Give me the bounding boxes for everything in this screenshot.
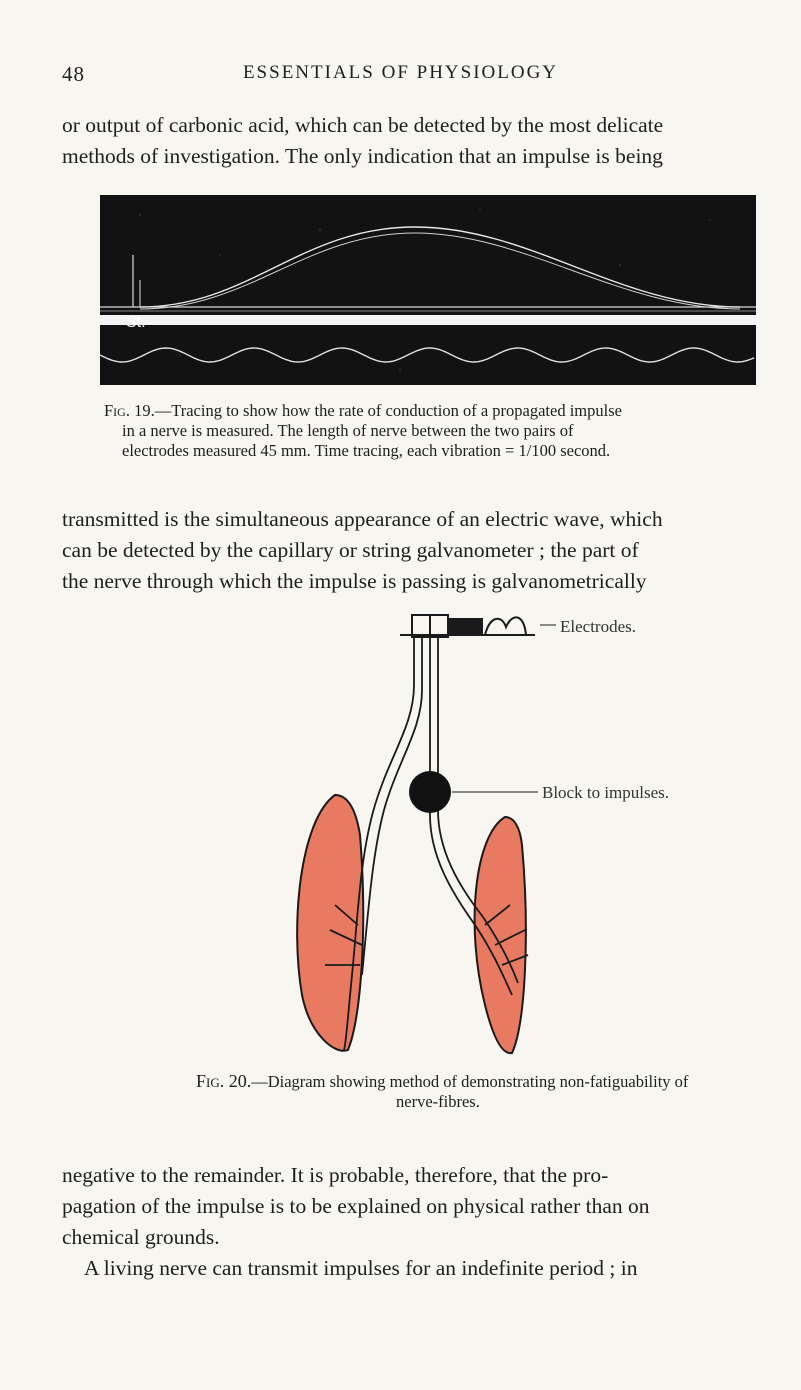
label-electrodes: Electrodes.	[560, 617, 636, 636]
figure-19-caption-line-3: electrodes measured 45 mm. Time tracing, each vibration = 1/100 second.	[122, 441, 611, 460]
running-title: ESSENTIALS OF PHYSIOLOGY	[242, 62, 559, 83]
paragraph-1	[62, 110, 762, 172]
figure-19-caption-line-2: in a nerve is measured. The length of nerve between the two pairs of	[122, 421, 574, 440]
figure-19-label: Fig. 19.	[104, 401, 155, 420]
electrode-3	[448, 619, 482, 633]
page-header	[0, 62, 801, 92]
figure-20-label: Fig. 20.	[196, 1071, 252, 1091]
paragraph-2	[62, 504, 762, 597]
figure-19-tracing	[100, 195, 756, 385]
figure-20-caption-line-2: nerve-fibres.	[396, 1092, 480, 1111]
electrodes-block	[400, 615, 535, 637]
trace-label-st: St.	[126, 314, 146, 331]
paragraph-1-line-1: or output of carbonic acid, which can be detected by the most delicate	[62, 113, 664, 137]
figure-19-caption-line-1: —Tracing to show how the rate of conduction of a propagated impulse	[154, 401, 622, 420]
paragraph-1-line-2: methods of investigation. The only indication that an impulse is being	[62, 144, 663, 168]
tracing-background	[100, 195, 756, 385]
figure-19-caption	[104, 401, 764, 461]
label-block: Block to impulses.	[542, 783, 670, 802]
nerve-left-inner	[362, 637, 422, 975]
electrode-2	[430, 615, 448, 637]
paragraph-2-line-3: the nerve through which the impulse is passing is galvanometrically	[62, 569, 647, 593]
paragraph-2-line-2: can be detected by the capillary or string galvanometer ; the part of	[62, 538, 639, 562]
tracing-band	[100, 315, 756, 325]
paragraph-3	[62, 1160, 762, 1284]
paragraph-2-line-1: transmitted is the simultaneous appearance of an electric wave, which	[62, 507, 663, 531]
electrode-1	[412, 615, 430, 637]
paragraph-3-line-2: pagation of the impulse is to be explained on physical rather than on	[62, 1194, 650, 1218]
figure-20-caption-line-1: —Diagram showing method of demonstrating non-fatiguability of	[251, 1072, 689, 1091]
page-number: 48	[62, 62, 85, 86]
figure-20-caption	[196, 1071, 776, 1112]
block-ball	[409, 771, 451, 813]
paragraph-3-line-4: A living nerve can transmit impulses for an indefinite period ; in	[84, 1256, 638, 1280]
figure-20-diagram	[280, 605, 700, 1065]
left-muscle	[297, 795, 363, 1051]
paragraph-3-line-1: negative to the remainder. It is probable, therefore, that the pro-	[62, 1163, 609, 1187]
paragraph-3-line-3: chemical grounds.	[62, 1225, 220, 1249]
electrode-coil	[485, 617, 526, 635]
